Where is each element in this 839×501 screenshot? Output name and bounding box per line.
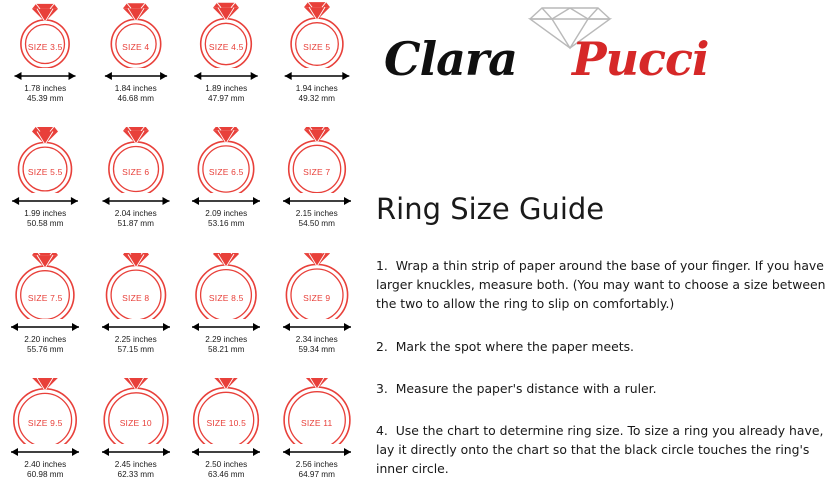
ring-inches: 2.45 inches <box>114 459 157 469</box>
ring-measurements <box>115 209 157 229</box>
diameter-arrow-icon <box>97 320 175 334</box>
ring-measurements <box>24 335 66 355</box>
diameter-arrow-icon <box>278 69 356 83</box>
ring-inches: 2.20 inches <box>24 334 67 344</box>
ring-size-cell[interactable] <box>181 251 272 376</box>
ring-mm: 60.98 mm <box>27 469 64 479</box>
brand-name-first: Clara <box>384 32 517 86</box>
ring-mm: 50.58 mm <box>27 219 64 229</box>
ring-measurements <box>296 335 338 355</box>
guide-step-4 <box>376 421 826 478</box>
ring-size-label: SIZE 10 <box>119 417 152 428</box>
ring-size-cell[interactable] <box>0 251 91 376</box>
ring-inches: 1.94 inches <box>295 84 338 93</box>
ring-inches: 1.99 inches <box>24 209 67 219</box>
ring-mm: 51.87 mm <box>117 219 154 229</box>
ring-illustration <box>7 127 83 193</box>
brand-logo <box>372 4 772 104</box>
ring-illustration <box>98 2 174 68</box>
diameter-arrow-icon <box>6 445 84 459</box>
ring-size-label: SIZE 6.5 <box>208 167 244 178</box>
step-number: 1. <box>376 258 388 273</box>
diameter-arrow-icon <box>278 194 356 208</box>
ring-size-label: SIZE 7.5 <box>27 292 63 303</box>
ring-size-cell[interactable] <box>91 125 182 250</box>
ring-illustration <box>98 127 174 193</box>
ring-size-label: SIZE 11 <box>301 417 333 428</box>
ring-mm: 63.46 mm <box>208 469 245 479</box>
guide-step-3 <box>376 379 826 398</box>
ring-size-cell[interactable] <box>272 0 363 125</box>
ring-size-cell[interactable] <box>272 251 363 376</box>
ring-inches: 2.56 inches <box>295 459 338 469</box>
ring-mm: 62.33 mm <box>117 469 154 479</box>
ring-inches: 2.50 inches <box>205 459 248 469</box>
ring-size-label: SIZE 8 <box>122 292 150 303</box>
ring-illustration <box>7 253 83 319</box>
ring-size-chart <box>0 0 362 501</box>
diameter-arrow-icon <box>187 445 265 459</box>
diameter-arrow-icon <box>97 69 175 83</box>
ring-measurements <box>296 209 338 229</box>
ring-size-label: SIZE 4 <box>122 42 150 52</box>
ring-mm: 49.32 mm <box>298 94 335 103</box>
ring-mm: 53.16 mm <box>208 219 245 229</box>
ring-measurements <box>24 84 66 104</box>
ring-illustration <box>279 2 355 68</box>
ring-size-label: SIZE 10.5 <box>206 417 247 428</box>
ring-inches: 2.09 inches <box>205 209 248 219</box>
ring-inches: 1.89 inches <box>205 84 248 93</box>
ring-inches: 2.29 inches <box>205 334 248 344</box>
ring-size-label: SIZE 8.5 <box>208 292 244 303</box>
ring-size-cell[interactable] <box>181 0 272 125</box>
ring-size-label: SIZE 6 <box>122 167 150 178</box>
ring-measurements <box>115 335 157 355</box>
ring-illustration <box>188 2 264 68</box>
diameter-arrow-icon <box>6 194 84 208</box>
step-text: Measure the paper's distance with a ruler. <box>395 381 657 396</box>
diameter-arrow-icon <box>6 69 84 83</box>
ring-measurements <box>24 209 66 229</box>
diameter-arrow-icon <box>187 69 265 83</box>
diameter-arrow-icon <box>97 445 175 459</box>
ring-inches: 1.78 inches <box>24 84 67 93</box>
ring-inches: 1.84 inches <box>114 84 157 93</box>
ring-mm: 59.34 mm <box>298 344 335 354</box>
ring-size-cell[interactable] <box>272 376 363 501</box>
ring-inches: 2.04 inches <box>114 209 157 219</box>
ring-measurements <box>205 209 247 229</box>
ring-illustration <box>279 127 355 193</box>
ring-size-label: SIZE 5.5 <box>27 167 63 178</box>
ring-measurements <box>24 460 66 480</box>
ring-size-label: SIZE 9 <box>303 292 331 303</box>
ring-mm: 57.15 mm <box>117 344 154 354</box>
guide-panel <box>362 0 839 501</box>
ring-size-cell[interactable] <box>91 0 182 125</box>
guide-step-2 <box>376 337 826 356</box>
ring-illustration <box>98 378 174 444</box>
ring-measurements <box>205 84 247 104</box>
ring-measurements <box>205 335 247 355</box>
diameter-arrow-icon <box>187 320 265 334</box>
ring-inches: 2.25 inches <box>114 334 157 344</box>
diameter-arrow-icon <box>187 194 265 208</box>
ring-size-label: SIZE 4.5 <box>208 42 244 52</box>
diameter-arrow-icon <box>278 320 356 334</box>
ring-size-label: SIZE 3.5 <box>27 42 63 52</box>
brand-name-second: Pucci <box>572 32 709 86</box>
ring-size-cell[interactable] <box>272 125 363 250</box>
step-number: 4. <box>376 423 388 438</box>
step-number: 3. <box>376 381 388 396</box>
ring-measurements <box>115 84 157 104</box>
ring-mm: 64.97 mm <box>298 469 335 479</box>
ring-illustration <box>98 253 174 319</box>
diameter-arrow-icon <box>97 194 175 208</box>
guide-step-1 <box>376 256 826 313</box>
ring-size-cell[interactable] <box>181 125 272 250</box>
diameter-arrow-icon <box>6 320 84 334</box>
ring-measurements <box>205 460 247 480</box>
ring-measurements <box>296 460 338 480</box>
ring-illustration <box>188 378 264 444</box>
ring-size-cell[interactable] <box>91 376 182 501</box>
ring-size-label: SIZE 7 <box>303 167 331 178</box>
ring-size-cell[interactable] <box>91 251 182 376</box>
ring-size-label: SIZE 5 <box>303 42 331 52</box>
page-title: Ring Size Guide <box>376 192 605 226</box>
ring-mm: 55.76 mm <box>27 344 64 354</box>
ring-size-cell[interactable] <box>0 376 91 501</box>
ring-measurements <box>115 460 157 480</box>
ring-size-cell[interactable] <box>0 125 91 250</box>
ring-inches: 2.40 inches <box>24 459 67 469</box>
ring-mm: 58.21 mm <box>208 344 245 354</box>
diameter-arrow-icon <box>278 445 356 459</box>
ring-illustration <box>188 127 264 193</box>
ring-illustration <box>188 253 264 319</box>
ring-size-cell[interactable] <box>181 376 272 501</box>
ring-inches: 2.34 inches <box>295 334 338 344</box>
ring-size-cell[interactable] <box>0 0 91 125</box>
ring-mm: 45.39 mm <box>27 94 64 103</box>
ring-illustration <box>7 2 83 68</box>
ring-mm: 47.97 mm <box>208 94 245 103</box>
ring-illustration <box>279 253 355 319</box>
ring-inches: 2.15 inches <box>295 209 338 219</box>
ring-size-label: SIZE 9.5 <box>27 417 63 428</box>
step-number: 2. <box>376 339 388 354</box>
step-text: Use the chart to determine ring size. To size a ring you already have, lay it directly onto the chart so that the black circle touches the ring's inner circle. <box>376 423 824 476</box>
ring-illustration <box>7 378 83 444</box>
ring-mm: 46.68 mm <box>117 94 154 103</box>
ring-mm: 54.50 mm <box>298 219 335 229</box>
ring-illustration <box>279 378 355 444</box>
ring-measurements <box>296 84 338 104</box>
step-text: Wrap a thin strip of paper around the base of your finger. If you have larger knuckles, measure both. (You may want to choose a size between the two to allow the ring to slip on comfortably.) <box>376 258 826 311</box>
step-text: Mark the spot where the paper meets. <box>395 339 634 354</box>
